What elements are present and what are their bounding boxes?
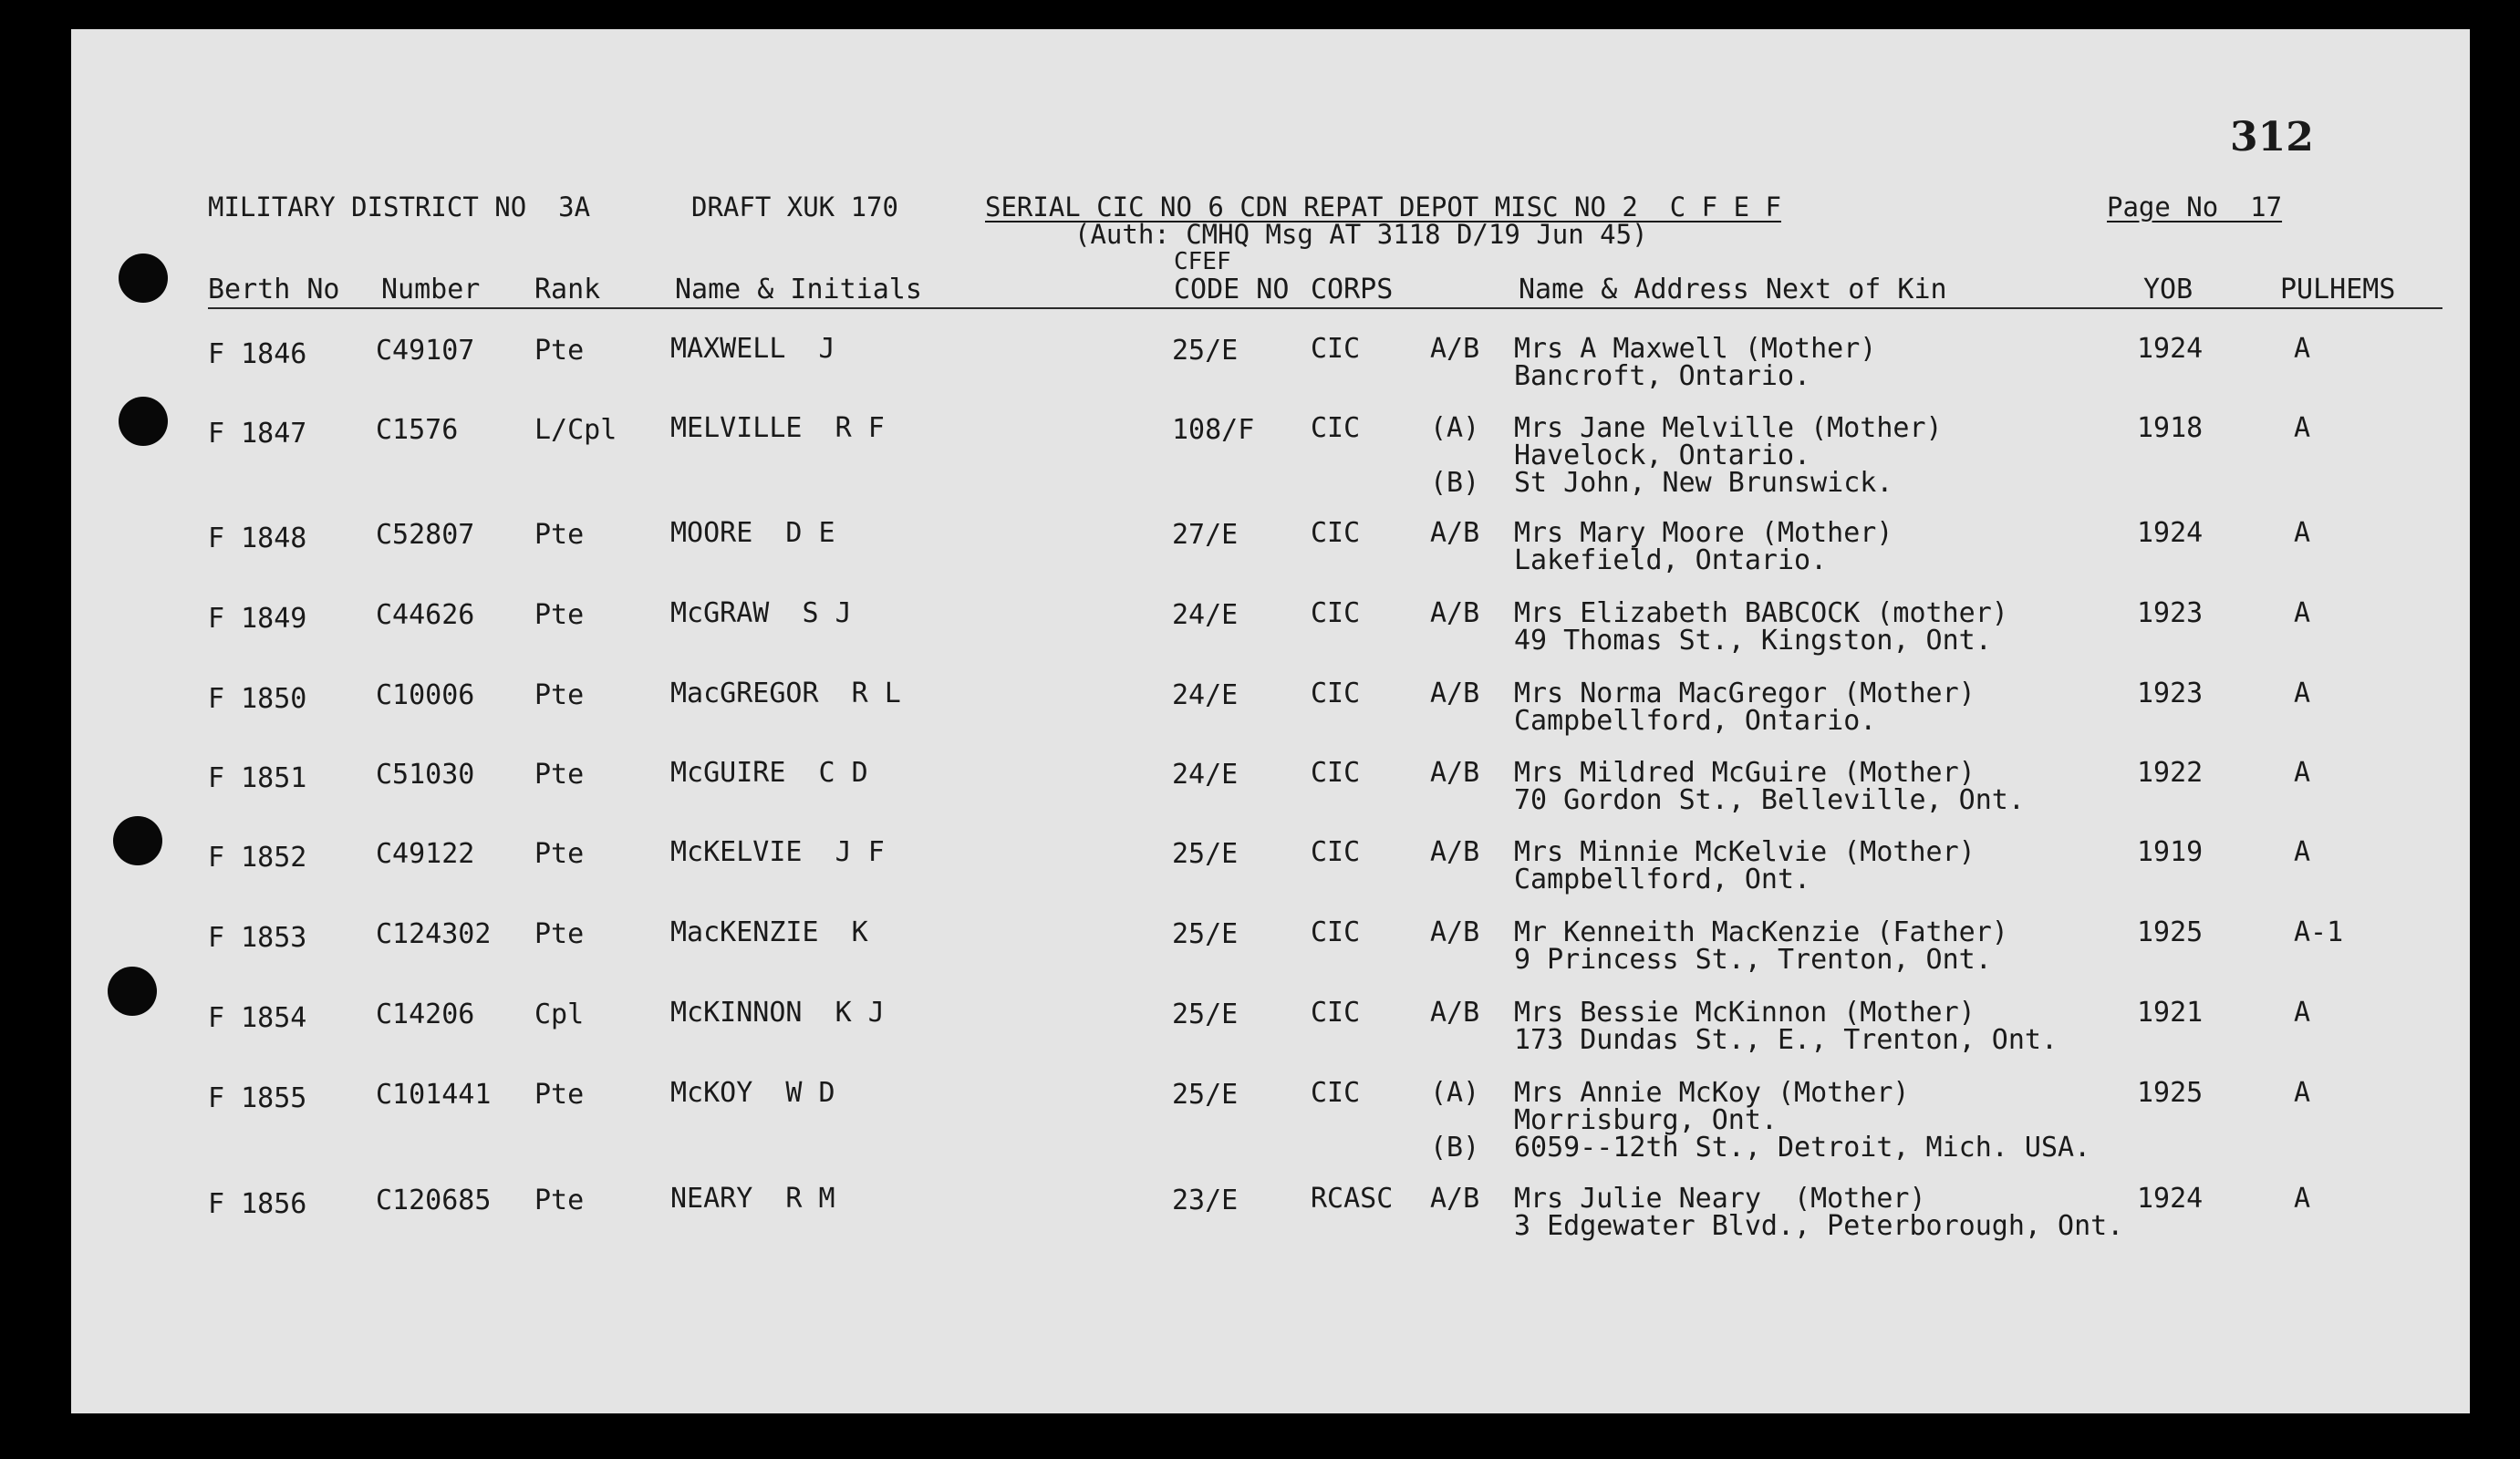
corps: CIC [1311,836,1361,868]
name-initials: MELVILLE R F [670,412,885,444]
year-of-birth: 1919 [2137,836,2204,868]
rank: Pte [534,679,585,711]
code-no: 24/E [1172,599,1239,631]
pulhems: A [2294,1183,2311,1215]
pulhems: A [2294,412,2311,444]
kin-line: Campbellford, Ont. [1514,864,1811,895]
kin-line: Mrs Annie McKoy (Mother) [1514,1077,1910,1109]
berth-no: F 1856 [208,1188,307,1220]
rank: Cpl [534,999,585,1030]
year-of-birth: 1923 [2137,597,2204,629]
kin-tag: (B) [1430,1132,1480,1164]
col-code-top: CFEF [1174,248,1231,275]
service-number: C10006 [376,679,475,711]
col-corps: CORPS [1311,274,1394,305]
code-no: 108/F [1172,414,1255,446]
rank: L/Cpl [534,414,617,446]
pulhems: A [2294,517,2311,549]
year-of-birth: 1924 [2137,517,2204,549]
berth-no: F 1852 [208,842,307,874]
kin-line: Bancroft, Ontario. [1514,360,1811,392]
service-number: C101441 [376,1079,492,1111]
corps: CIC [1311,517,1361,549]
kin-line: Mrs Minnie McKelvie (Mother) [1514,836,1976,868]
year-of-birth: 1925 [2137,1077,2204,1109]
code-no: 23/E [1172,1185,1239,1216]
name-initials: McKINNON K J [670,997,885,1029]
year-of-birth: 1924 [2137,1183,2204,1215]
year-of-birth: 1923 [2137,678,2204,709]
kin-line: Morrisburg, Ont. [1514,1104,1778,1136]
kin-line: 49 Thomas St., Kingston, Ont. [1514,625,1992,657]
code-no: 25/E [1172,999,1239,1030]
kin-line: 70 Gordon St., Belleville, Ont. [1514,784,2025,816]
kin-line: Mrs Mildred McGuire (Mother) [1514,757,1976,789]
name-initials: McGRAW S J [670,597,852,629]
berth-no: F 1850 [208,683,307,715]
col-pulhems: PULHEMS [2280,274,2396,305]
pulhems: A [2294,678,2311,709]
kin-line: Mrs Mary Moore (Mother) [1514,517,1893,549]
berth-no: F 1848 [208,523,307,554]
code-no: 24/E [1172,679,1239,711]
name-initials: McKOY W D [670,1077,835,1109]
rank: Pte [534,519,585,551]
code-no: 25/E [1172,918,1239,950]
kin-line: St John, New Brunswick. [1514,467,1893,499]
service-number: C51030 [376,759,475,791]
kin-line: Mrs Bessie McKinnon (Mother) [1514,997,1976,1029]
col-code: CODE NO [1174,274,1290,305]
pulhems: A [2294,1077,2311,1109]
corps: CIC [1311,757,1361,789]
corps: CIC [1311,597,1361,629]
punch-hole [113,816,162,865]
corps: CIC [1311,997,1361,1029]
year-of-birth: 1925 [2137,916,2204,948]
name-initials: MacKENZIE K [670,916,868,948]
year-of-birth: 1924 [2137,333,2204,365]
berth-no: F 1849 [208,603,307,635]
draft-number: DRAFT XUK 170 [691,191,898,222]
name-initials: MacGREGOR R L [670,678,901,709]
name-initials: MAXWELL J [670,333,835,365]
punch-hole [119,397,168,446]
pulhems: A [2294,997,2311,1029]
kin-line: Mrs Elizabeth BABCOCK (mother) [1514,597,2008,629]
corps: CIC [1311,412,1361,444]
page-no: Page No 17 [2107,191,2283,222]
service-number: C44626 [376,599,475,631]
punch-hole [108,967,157,1016]
col-yob: YOB [2143,274,2193,305]
kin-line: Campbellford, Ontario. [1514,705,1877,737]
name-initials: McKELVIE J F [670,836,885,868]
kin-line: 173 Dundas St., E., Trenton, Ont. [1514,1024,2059,1056]
code-no: 25/E [1172,335,1239,367]
rank: Pte [534,1079,585,1111]
kin-tag: A/B [1430,836,1480,868]
kin-tag: (A) [1430,1077,1480,1109]
col-berth: Berth No [208,274,340,305]
name-initials: MOORE D E [670,517,835,549]
header-rule [208,307,2442,309]
kin-tag: A/B [1430,333,1480,365]
col-number: Number [381,274,481,305]
kin-tag: A/B [1430,517,1480,549]
kin-tag: A/B [1430,1183,1480,1215]
rank: Pte [534,838,585,870]
punch-hole [119,254,168,303]
code-no: 25/E [1172,838,1239,870]
kin-line: Lakefield, Ontario. [1514,544,1828,576]
military-district: MILITARY DISTRICT NO 3A [208,191,591,222]
service-number: C1576 [376,414,459,446]
berth-no: F 1853 [208,922,307,954]
pulhems: A [2294,597,2311,629]
pulhems: A-1 [2294,916,2344,948]
kin-tag: A/B [1430,757,1480,789]
kin-line: Mrs Julie Neary (Mother) [1514,1183,1926,1215]
kin-line: 6059--12th St., Detroit, Mich. USA. [1514,1132,2091,1164]
service-number: C52807 [376,519,475,551]
year-of-birth: 1921 [2137,997,2204,1029]
kin-tag: (A) [1430,412,1480,444]
pulhems: A [2294,333,2311,365]
page-number: 312 [2230,114,2314,160]
rank: Pte [534,335,585,367]
kin-tag: A/B [1430,997,1480,1029]
serial-title: SERIAL CIC NO 6 CDN REPAT DEPOT MISC NO 2 C F E F [985,191,1781,222]
year-of-birth: 1918 [2137,412,2204,444]
service-number: C49107 [376,335,475,367]
service-number: C14206 [376,999,475,1030]
kin-line: Mrs Norma MacGregor (Mother) [1514,678,1976,709]
kin-line: Mrs A Maxwell (Mother) [1514,333,1877,365]
col-kin: Name & Address Next of Kin [1519,274,1947,305]
kin-tag: A/B [1430,597,1480,629]
col-rank: Rank [534,274,601,305]
kin-line: Mrs Jane Melville (Mother) [1514,412,1943,444]
rank: Pte [534,599,585,631]
corps: CIC [1311,678,1361,709]
corps: CIC [1311,916,1361,948]
kin-line: Havelock, Ontario. [1514,440,1811,471]
kin-tag: A/B [1430,678,1480,709]
rank: Pte [534,1185,585,1216]
rank: Pte [534,759,585,791]
pulhems: A [2294,757,2311,789]
kin-tag: A/B [1430,916,1480,948]
kin-tag: (B) [1430,467,1480,499]
rank: Pte [534,918,585,950]
pulhems: A [2294,836,2311,868]
corps: CIC [1311,1077,1361,1109]
year-of-birth: 1922 [2137,757,2204,789]
kin-line: 9 Princess St., Trenton, Ont. [1514,944,1992,976]
kin-line: Mr Kenneith MacKenzie (Father) [1514,916,2008,948]
code-no: 27/E [1172,519,1239,551]
service-number: C124302 [376,918,492,950]
berth-no: F 1855 [208,1082,307,1114]
corps: CIC [1311,333,1361,365]
name-initials: McGUIRE C D [670,757,868,789]
kin-line: 3 Edgewater Blvd., Peterborough, Ont. [1514,1210,2124,1242]
name-initials: NEARY R M [670,1183,835,1215]
service-number: C49122 [376,838,475,870]
berth-no: F 1847 [208,418,307,450]
code-no: 24/E [1172,759,1239,791]
authority-line: (Auth: CMHQ Msg AT 3118 D/19 Jun 45) [1074,219,1648,250]
code-no: 25/E [1172,1079,1239,1111]
corps: RCASC [1311,1183,1394,1215]
berth-no: F 1851 [208,762,307,794]
berth-no: F 1846 [208,338,307,370]
col-name: Name & Initials [675,274,922,305]
berth-no: F 1854 [208,1002,307,1034]
service-number: C120685 [376,1185,492,1216]
